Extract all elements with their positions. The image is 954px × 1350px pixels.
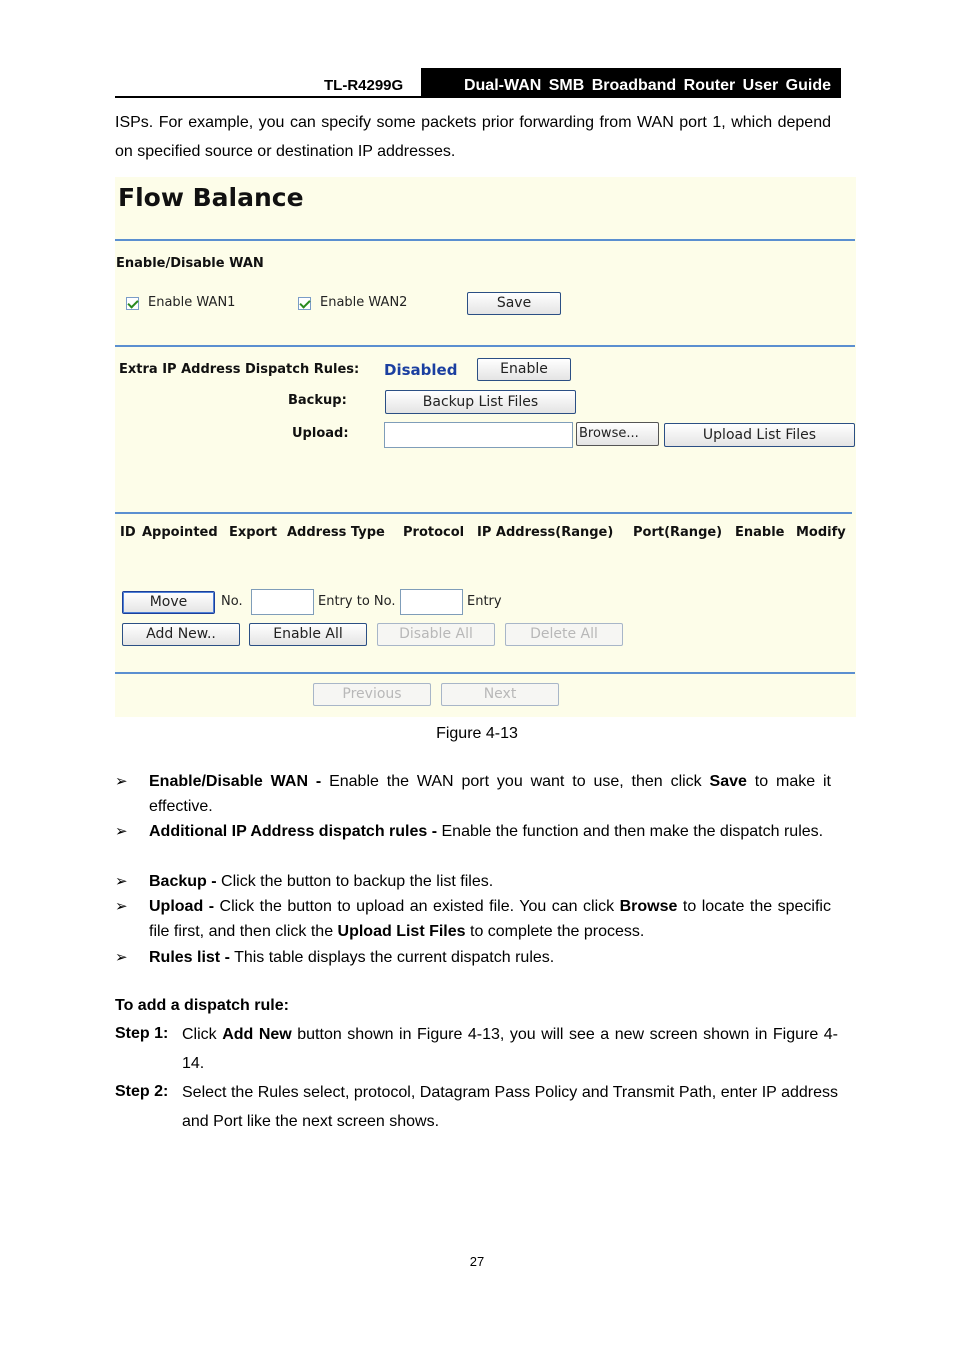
- add-new-button[interactable]: Add New..: [122, 623, 240, 646]
- enable-button[interactable]: Enable: [477, 358, 571, 381]
- upload-file-input[interactable]: [384, 422, 573, 448]
- page-title: Flow Balance: [118, 183, 304, 212]
- step2-label: Step 2:: [115, 1083, 169, 1100]
- wan-heading: Enable/Disable WAN: [116, 256, 264, 271]
- step1-label: Step 1:: [115, 1025, 169, 1042]
- flow-balance-panel: [115, 177, 856, 717]
- step1-text: Click Add New button shown in Figure 4-13, you will see a new screen shown in Figure 4-14.: [182, 1026, 839, 1072]
- delete-all-button[interactable]: Delete All: [505, 623, 623, 646]
- column-header: Enable: [735, 525, 785, 540]
- divider: [115, 345, 855, 347]
- browse-button[interactable]: Browse...: [576, 422, 659, 446]
- entry-label: Entry: [467, 594, 502, 609]
- next-button[interactable]: Next: [441, 683, 559, 706]
- backup-list-files-button[interactable]: Backup List Files: [385, 390, 576, 414]
- move-to-input[interactable]: [400, 589, 463, 615]
- rules-table-header: [120, 525, 855, 545]
- save-button[interactable]: Save: [467, 292, 561, 315]
- divider: [115, 512, 852, 514]
- bullet-enable-disable-wan: Enable/Disable WAN - Enable the WAN port you want to use, then click Save to make it effective.: [149, 773, 831, 815]
- divider: [115, 672, 855, 674]
- backup-label: Backup:: [288, 393, 347, 408]
- column-header: Modify: [796, 525, 846, 540]
- wan2-checkbox[interactable]: [298, 297, 311, 310]
- figure-caption: Figure 4-13: [436, 725, 518, 742]
- column-header: Export: [229, 525, 278, 540]
- column-header: Port(Range): [633, 525, 723, 540]
- wan1-checkbox[interactable]: [126, 297, 139, 310]
- column-header: Appointed: [142, 525, 218, 540]
- bullet-rules-list: Rules list - This table displays the current dispatch rules.: [149, 949, 555, 966]
- bullet-arrow-icon: ➢: [115, 823, 128, 840]
- column-header: Address Type: [287, 525, 385, 540]
- page-number: 27: [469, 1254, 485, 1269]
- header-rule: [115, 96, 841, 98]
- wan1-label: Enable WAN1: [148, 295, 236, 310]
- bullet-arrow-icon: ➢: [115, 873, 128, 890]
- intro-paragraph: ISPs. For example, you can specify some packets prior forwarding from WAN port 1, which depend on specified source or destination IP addresses.: [115, 114, 831, 160]
- howto-heading: To add a dispatch rule:: [115, 997, 289, 1014]
- move-from-input[interactable]: [251, 589, 314, 615]
- enable-all-button[interactable]: Enable All: [249, 623, 367, 646]
- disable-all-button[interactable]: Disable All: [377, 623, 495, 646]
- header-model: TL-R4299G: [324, 77, 404, 94]
- divider: [115, 239, 855, 241]
- upload-label: Upload:: [292, 426, 349, 441]
- bullet-arrow-icon: ➢: [115, 898, 128, 915]
- bullet-upload: Upload - Click the button to upload an existed file. You can click Browse to locate the specific file first, and then click the Upload List Files to complete the process.: [149, 898, 831, 940]
- upload-list-files-button[interactable]: Upload List Files: [664, 423, 855, 447]
- previous-button[interactable]: Previous: [313, 683, 431, 706]
- bullet-backup: Backup - Click the button to backup the list files.: [149, 873, 494, 890]
- entry-to-label: Entry to No.: [318, 594, 396, 609]
- step2-text: Select the Rules select, protocol, Datagram Pass Policy and Transmit Path, enter IP address and Port like the next screen shows.: [182, 1084, 838, 1130]
- bullet-arrow-icon: ➢: [115, 773, 128, 790]
- header-title: Dual-WAN SMB Broadband Router User Guide: [421, 68, 841, 98]
- move-button[interactable]: Move: [122, 591, 215, 614]
- wan2-label: Enable WAN2: [320, 295, 408, 310]
- column-header: IP Address(Range): [477, 525, 614, 540]
- move-no-label: No.: [221, 594, 243, 609]
- dispatch-status: Disabled: [384, 361, 458, 379]
- bullet-arrow-icon: ➢: [115, 949, 128, 966]
- column-header: Protocol: [403, 525, 465, 540]
- bullet-dispatch-rules: Additional IP Address dispatch rules - Enable the function and then make the dispatch rules.: [149, 823, 824, 840]
- dispatch-rules-label: Extra IP Address Dispatch Rules:: [119, 362, 360, 377]
- column-header: ID: [120, 525, 136, 540]
